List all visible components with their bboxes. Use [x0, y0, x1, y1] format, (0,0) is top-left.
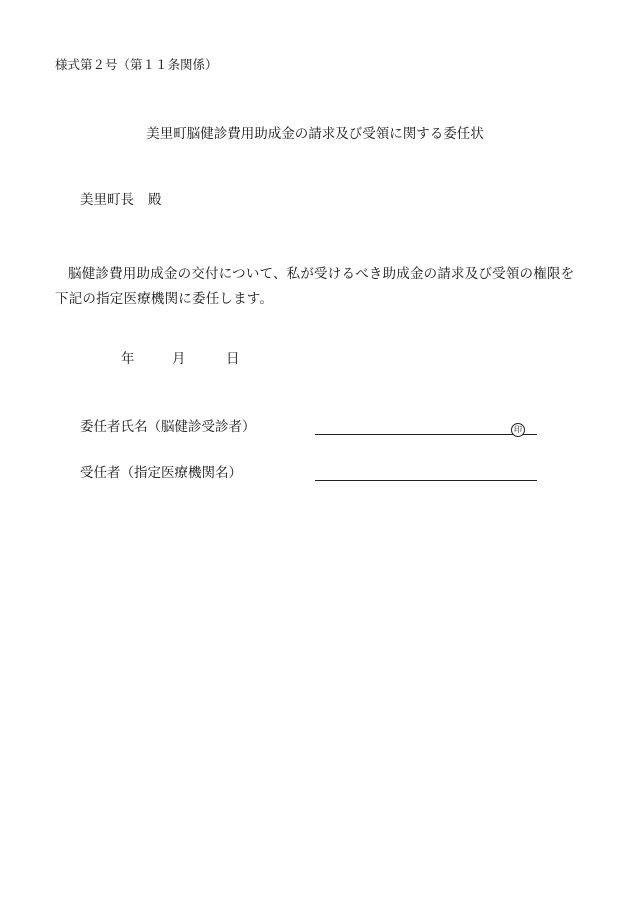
body-text: 脳健診費用助成金の交付について、私が受けるべき助成金の請求及び受領の権限を下記の指定医療機関に委任します。: [55, 266, 575, 307]
document-title: 美里町脳健診費用助成金の請求及び受領に関する委任状: [146, 126, 484, 142]
delegator-signature-line[interactable]: [315, 434, 537, 435]
seal-icon: 印: [511, 423, 525, 437]
date-month-label: 月: [172, 351, 186, 367]
date-year-label: 年: [121, 351, 135, 367]
addressee: [80, 194, 162, 208]
addressee-name: 美里町長: [80, 192, 134, 208]
form-number: 様式第２号（第１１条関係）: [55, 57, 218, 72]
delegatee-label: 受任者（指定医療機関名）: [80, 465, 242, 481]
addressee-honorific: 殿: [148, 192, 162, 208]
date-day-label: 日: [226, 351, 240, 367]
delegatee-name-line[interactable]: [315, 480, 537, 481]
delegator-label: 委任者氏名（脳健診受診者）: [80, 419, 256, 435]
